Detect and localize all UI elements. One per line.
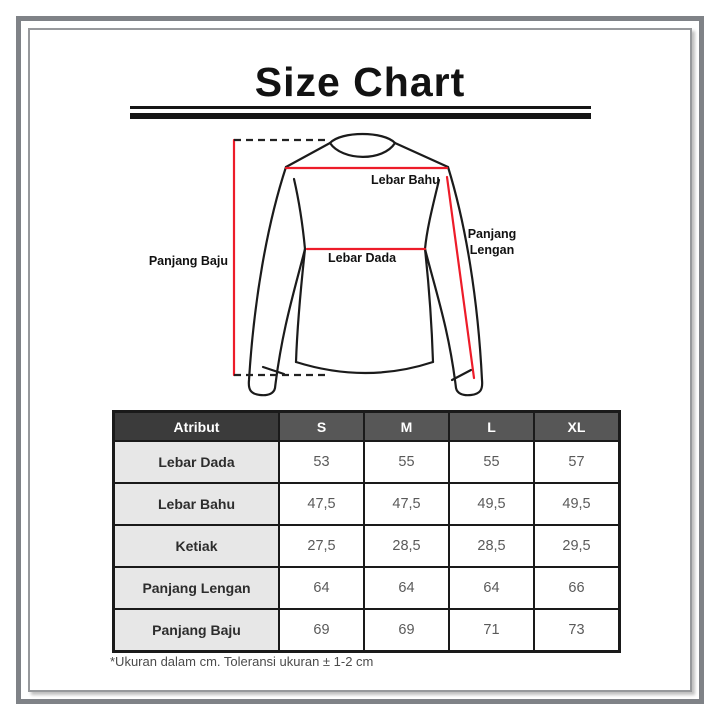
cell-value: 29,5 xyxy=(534,525,620,567)
table-row xyxy=(114,483,620,525)
shirt-armhole-right xyxy=(425,180,439,249)
row-label: Ketiak xyxy=(114,525,280,567)
column-header-atribut: Atribut xyxy=(114,412,280,442)
cell-value: 66 xyxy=(534,567,620,609)
cell-value: 64 xyxy=(449,567,534,609)
table-row xyxy=(114,525,620,567)
cell-value: 69 xyxy=(279,609,364,652)
shirt-hem xyxy=(296,362,433,373)
row-label: Panjang Baju xyxy=(114,609,280,652)
cell-value: 69 xyxy=(364,609,449,652)
table-row xyxy=(114,609,620,652)
cell-value: 64 xyxy=(279,567,364,609)
shirt-collar-inner xyxy=(330,143,395,157)
size-table xyxy=(112,410,621,653)
measure-line-panjang-lengan xyxy=(447,177,474,378)
label-lebar-bahu: Lebar Bahu xyxy=(371,173,440,187)
label-lebar-dada: Lebar Dada xyxy=(328,251,397,265)
page-title: Size Chart xyxy=(254,59,466,105)
size-table-header-row xyxy=(114,412,620,442)
row-label: Lebar Bahu xyxy=(114,483,280,525)
shirt-shoulder-right xyxy=(395,143,448,167)
cell-value: 28,5 xyxy=(364,525,449,567)
label-panjang-lengan-line1: Panjang xyxy=(467,227,517,241)
cell-value: 49,5 xyxy=(449,483,534,525)
table-row xyxy=(114,441,620,483)
shirt-cuff-seam-left xyxy=(263,367,284,374)
row-label: Lebar Dada xyxy=(114,441,280,483)
label-panjang-baju: Panjang Baju xyxy=(148,254,228,268)
column-header-m: M xyxy=(364,412,449,442)
shirt-shoulder-left xyxy=(286,143,330,167)
column-header-l: L xyxy=(449,412,534,442)
cell-value: 71 xyxy=(449,609,534,652)
shirt-armhole-left xyxy=(294,179,305,249)
cell-value: 47,5 xyxy=(279,483,364,525)
cell-value: 55 xyxy=(449,441,534,483)
cell-value: 64 xyxy=(364,567,449,609)
cell-value: 27,5 xyxy=(279,525,364,567)
cell-value: 28,5 xyxy=(449,525,534,567)
footnote: *Ukuran dalam cm. Toleransi ukuran ± 1-2 cm xyxy=(110,654,374,669)
row-label: Panjang Lengan xyxy=(114,567,280,609)
label-panjang-lengan-line2: Lengan xyxy=(469,243,515,257)
cell-value: 47,5 xyxy=(364,483,449,525)
cell-value: 57 xyxy=(534,441,620,483)
cell-value: 55 xyxy=(364,441,449,483)
cell-value: 53 xyxy=(279,441,364,483)
column-header-s: S xyxy=(279,412,364,442)
label-panjang-lengan xyxy=(459,226,525,258)
cell-value: 73 xyxy=(534,609,620,652)
cell-value: 49,5 xyxy=(534,483,620,525)
shirt-collar-outer xyxy=(330,134,395,143)
table-row xyxy=(114,567,620,609)
column-header-xl: XL xyxy=(534,412,620,442)
